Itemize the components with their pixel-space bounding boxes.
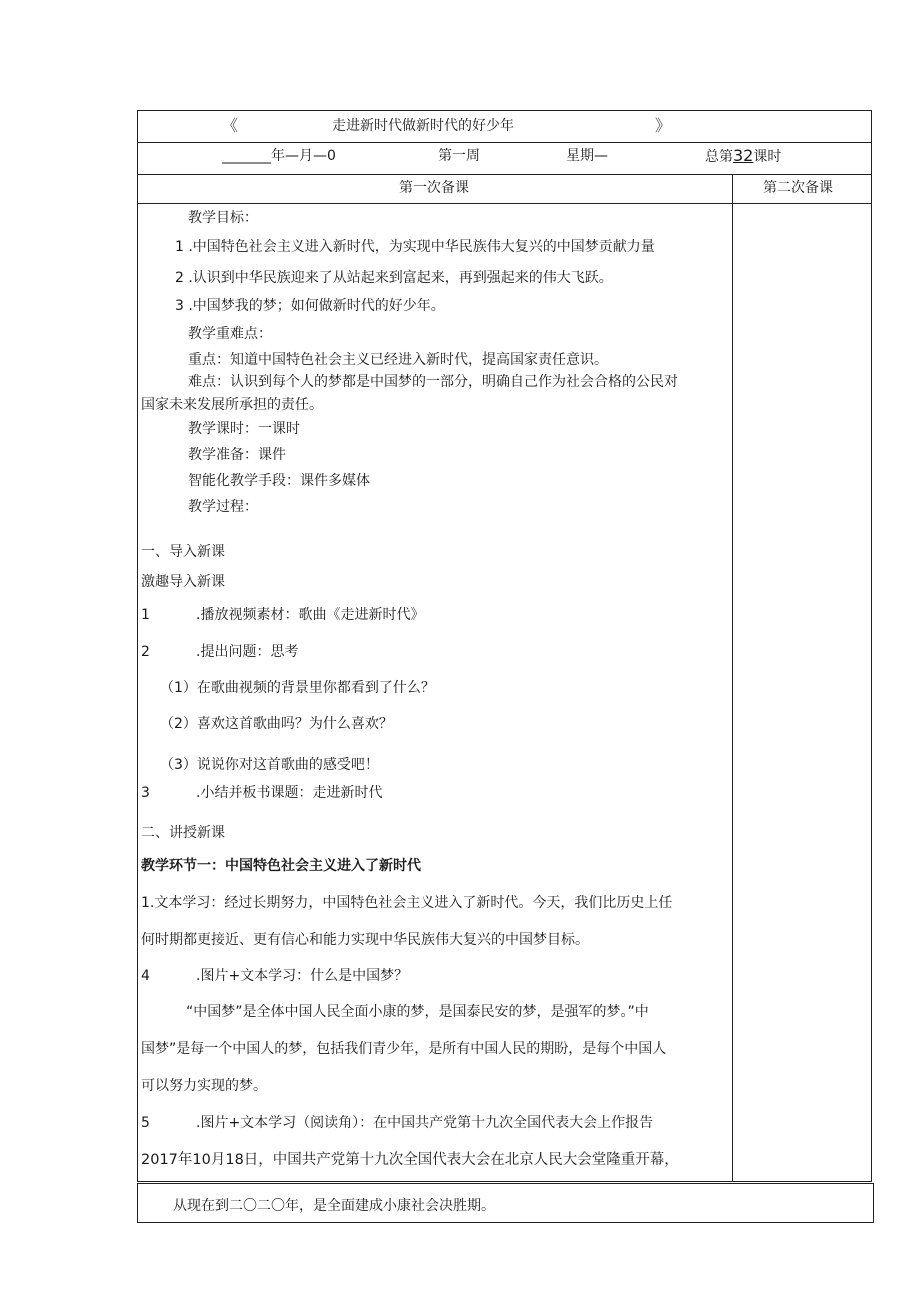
section-intro-sub: 激趣导入新课 — [141, 574, 225, 590]
step-4-number: 4 — [141, 968, 150, 984]
question-2: （2）喜欢这首歌曲吗？为什么喜欢？ — [160, 716, 393, 732]
goal-2: 2 .认识到中华民族迎来了从站起来到富起来，再到强起来的伟大飞跃。 — [175, 270, 613, 286]
step-2-text: .提出问题：思考 — [196, 644, 299, 660]
teaching-means: 智能化教学手段：课件多媒体 — [188, 473, 370, 489]
section-intro: 一、导入新课 — [141, 544, 225, 560]
lesson-title: 走进新时代做新时代的好少年 — [332, 118, 514, 134]
footer-text: 从现在到二〇二〇年，是全面建成小康社会决胜期。 — [173, 1198, 495, 1214]
weekday-field: 星期— — [566, 148, 608, 164]
goal-3: 3 .中国梦我的梦；如何做新时代的好少年。 — [175, 298, 445, 314]
title-close-bracket: 》 — [655, 116, 672, 135]
row-divider-header — [137, 203, 872, 204]
step-1-number: 1 — [141, 607, 150, 623]
text-study-1-cont: 何时期都更接近、更有信心和能力实现中华民族伟大复兴的中国梦目标。 — [141, 932, 589, 948]
question-3: （3）说说你对这首歌曲的感受吧！ — [160, 757, 379, 773]
step-3-number: 3 — [141, 785, 150, 801]
step-3-text: .小结并板书课题：走进新时代 — [196, 785, 383, 801]
step-5-number: 5 — [141, 1115, 150, 1131]
total-number: 32 — [733, 146, 754, 165]
teaching-process: 教学过程： — [188, 499, 258, 515]
china-dream-para-2: 国梦”是每一个中国人的梦，包括我们青少年，是所有中国人民的期盼，是每个中国人 — [141, 1041, 667, 1057]
title-open-bracket: 《 — [222, 116, 239, 135]
goals-heading: 教学目标： — [188, 210, 258, 226]
congress-line: 2017年10月18日，中国共产党第十九次全国代表大会在北京人民大会堂隆重开幕， — [141, 1152, 679, 1168]
teaching-prep: 教学准备：课件 — [188, 447, 286, 463]
teaching-hours: 教学课时：一课时 — [188, 421, 300, 437]
second-prep-header: 第二次备课 — [763, 180, 833, 196]
segment-1-heading: 教学环节一：中国特色社会主义进入了新时代 — [141, 858, 421, 874]
first-prep-header: 第一次备课 — [399, 180, 469, 196]
china-dream-para: “中国梦”是全体中国人民全面小康的梦，是国泰民安的梦，是强军的梦。”中 — [186, 1004, 649, 1020]
difficult-point: 难点：认识到每个人的梦都是中国梦的一部分，明确自己作为社会合格的公民对 — [188, 374, 678, 390]
step-5-text: .图片+文本学习（阅读角）：在中国共产党第十九次全国代表大会上作报告 — [196, 1115, 654, 1131]
row-divider-date — [137, 174, 872, 175]
total-suffix: 课时 — [753, 149, 782, 165]
step-2-number: 2 — [141, 644, 150, 660]
section-new-lesson: 二、讲授新课 — [141, 825, 225, 841]
key-heading: 教学重难点： — [188, 326, 272, 342]
row-divider-title — [137, 142, 872, 143]
step-4-text: .图片+文本学习：什么是中国梦？ — [196, 968, 409, 984]
step-1-text: .播放视频素材：歌曲《走进新时代》 — [196, 607, 425, 623]
goal-1: 1 .中国特色社会主义进入新时代，为实现中华民族伟大复兴的中国梦贡献力量 — [175, 239, 655, 255]
question-1: （1）在歌曲视频的背景里你都看到了什么？ — [160, 680, 435, 696]
total-prefix: 总第 — [705, 149, 733, 165]
date-field: _______年—月—0 — [222, 148, 336, 164]
total-hours-field — [705, 146, 781, 167]
key-point: 重点：知道中国特色社会主义已经进入新时代，提高国家责任意识。 — [188, 352, 608, 368]
text-study-1: 1.文本学习：经过长期努力，中国特色社会主义进入了新时代。今天，我们比历史上任 — [141, 895, 673, 911]
week-field: 第一周 — [438, 148, 480, 164]
column-divider — [732, 174, 733, 1182]
difficult-point-cont: 国家未来发展所承担的责任。 — [141, 397, 323, 413]
china-dream-para-3: 可以努力实现的梦。 — [141, 1078, 267, 1094]
